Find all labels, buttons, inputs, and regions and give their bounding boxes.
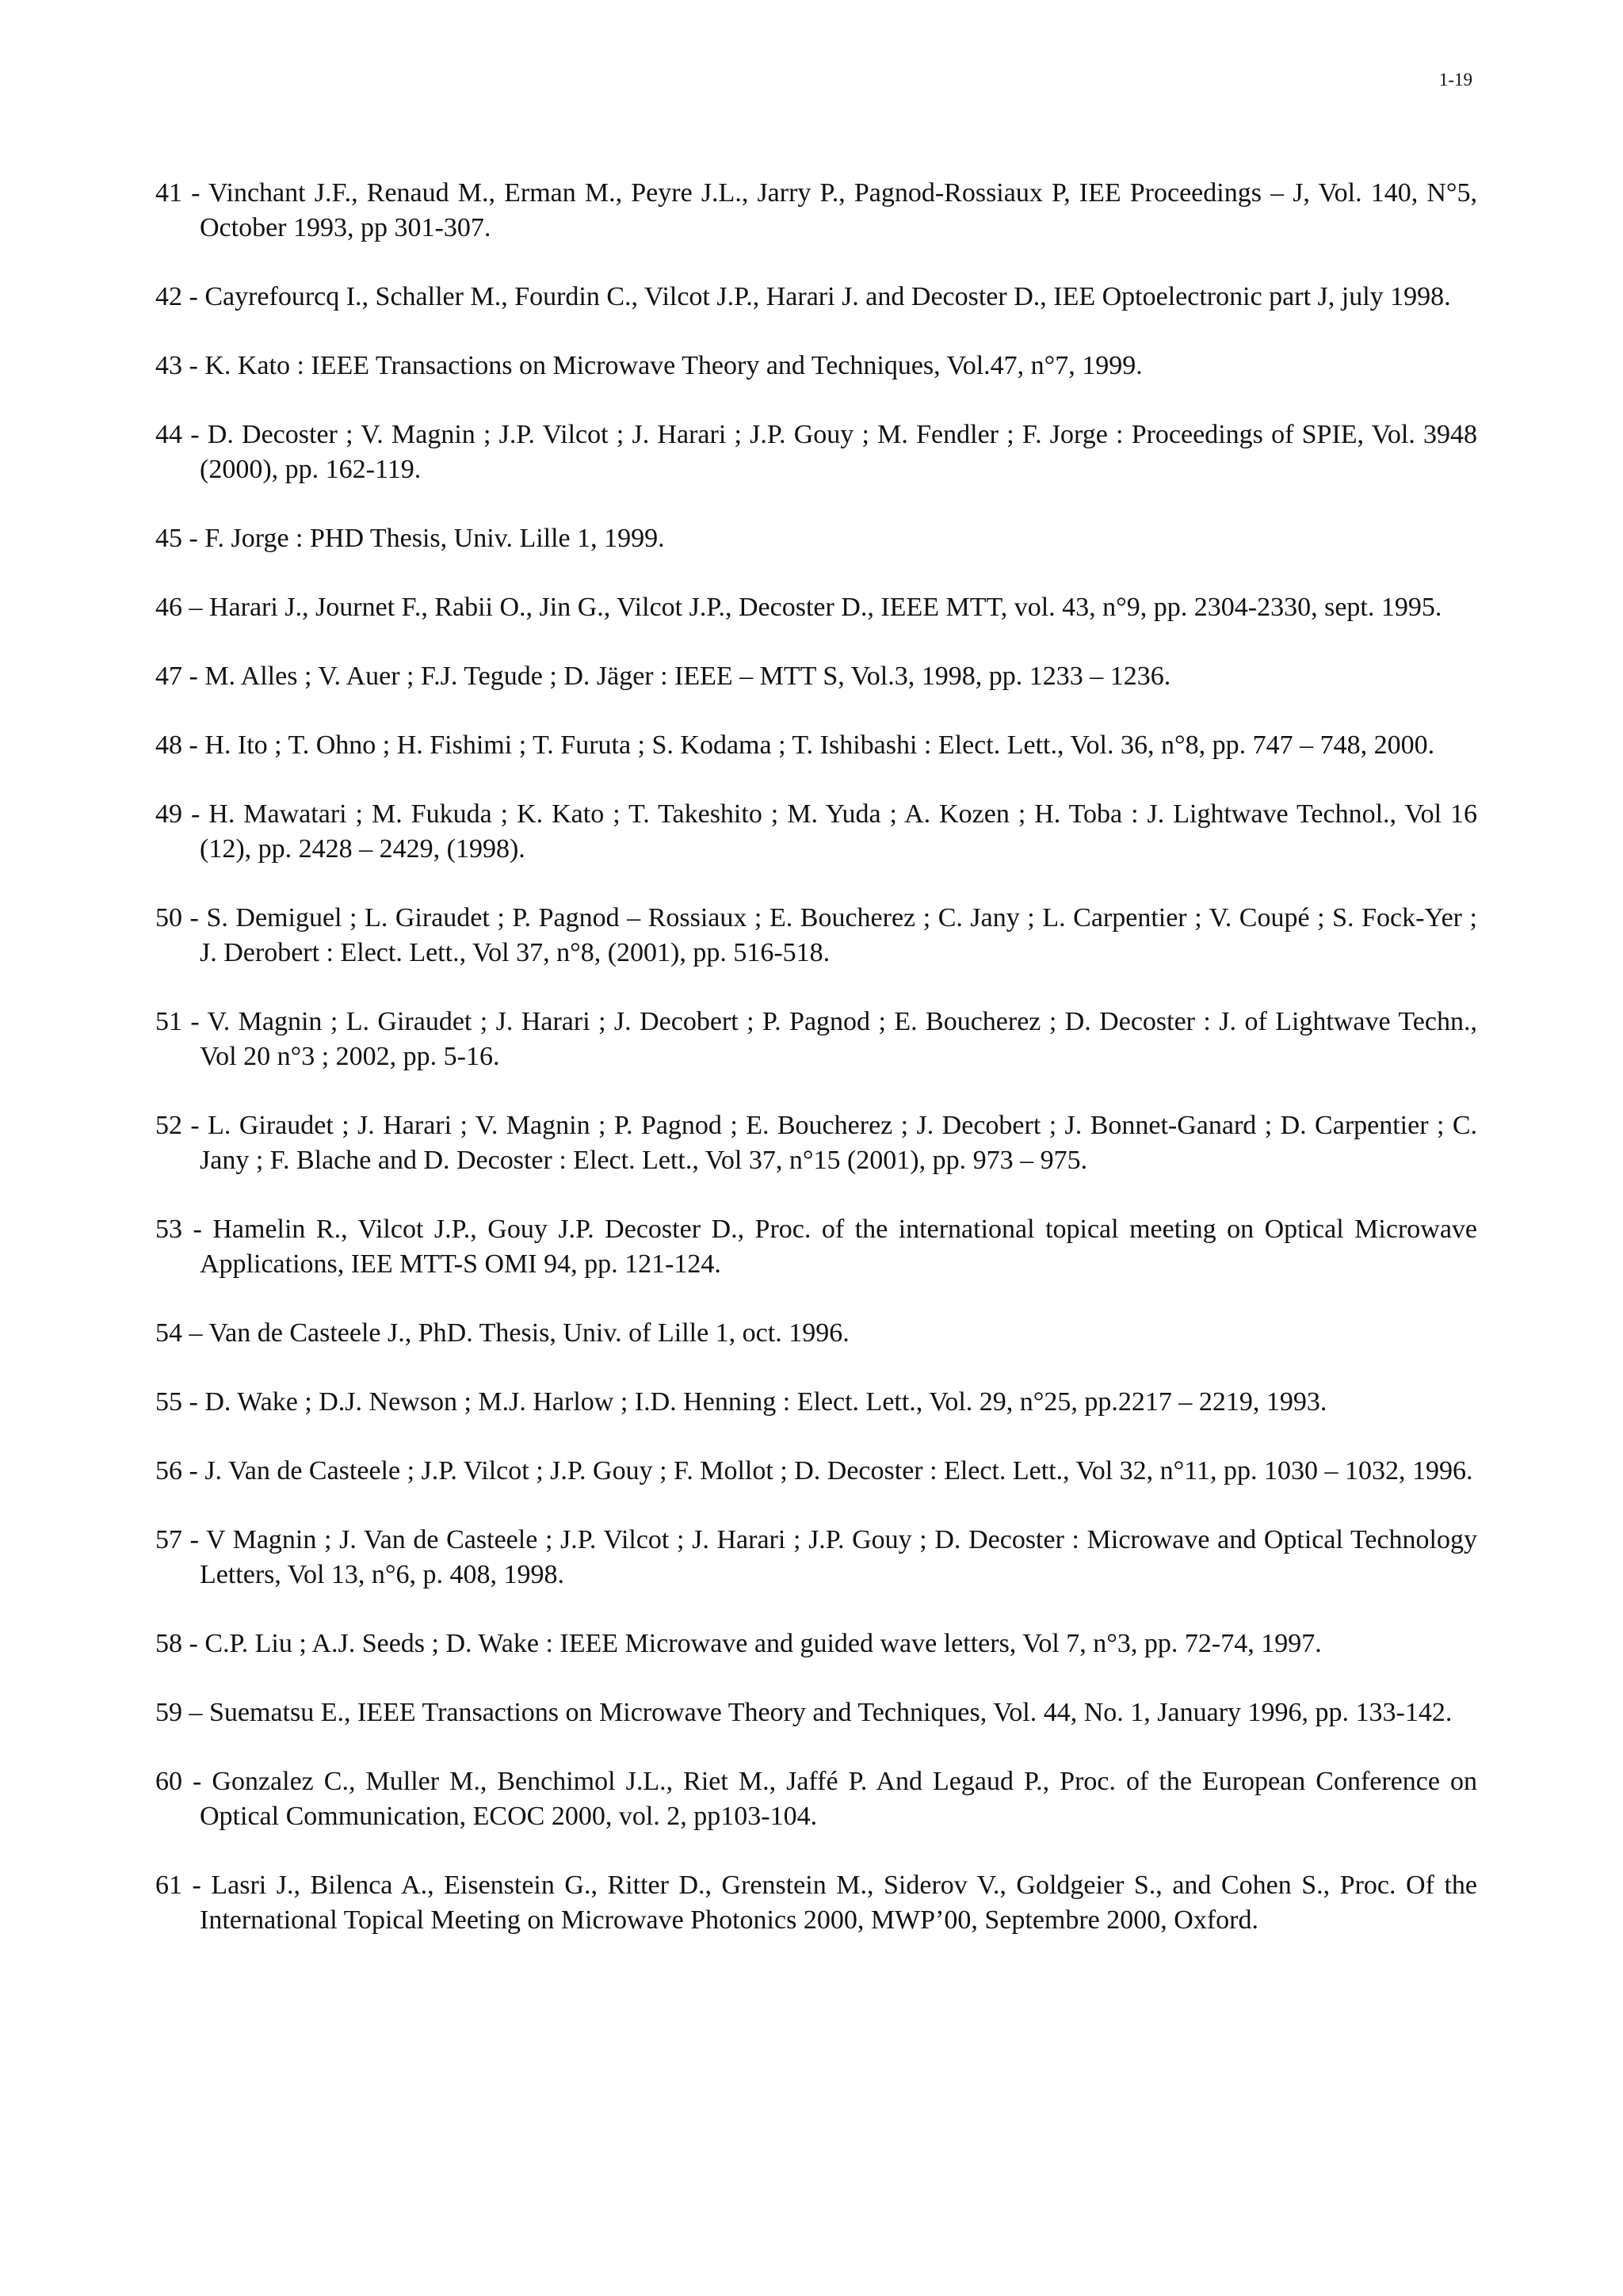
reference-item: 48 - H. Ito ; T. Ohno ; H. Fishimi ; T. Furuta ; S. Kodama ; T. Ishibashi : Elect. Lett., Vol. 36, n°8, pp. 747 – 748, 2000.: [155, 730, 1435, 760]
reference-item: 53 - Hamelin R., Vilcot J.P., Gouy J.P. Decoster D., Proc. of the international topical meeting on Optical Microwave Applications, IEE MTT-S OMI 94, pp. 121-124.: [155, 1215, 1477, 1279]
reference-item: 47 - M. Alles ; V. Auer ; F.J. Tegude ; D. Jäger : IEEE – MTT S, Vol.3, 1998, pp. 1233 – 1236.: [155, 662, 1171, 691]
reference-item: 41 - Vinchant J.F., Renaud M., Erman M., Peyre J.L., Jarry P., Pagnod-Rossiaux P, IEE Proceedings – J, Vol. 140, N°5, October 1993, pp 301-307.: [155, 178, 1477, 242]
reference-item: 45 - F. Jorge : PHD Thesis, Univ. Lille 1, 1999.: [155, 524, 665, 553]
reference-item: 58 - C.P. Liu ; A.J. Seeds ; D. Wake : IEEE Microwave and guided wave letters, Vol 7, n°3, pp. 72-74, 1997.: [155, 1629, 1322, 1658]
reference-item: 57 - V Magnin ; J. Van de Casteele ; J.P. Vilcot ; J. Harari ; J.P. Gouy ; D. Decoster : Microwave and Optical Technology Letters, Vol 13, n°6, p. 408, 1998.: [155, 1525, 1477, 1589]
reference-item: 59 – Suematsu E., IEEE Transactions on Microwave Theory and Techniques, Vol. 44, No. 1, January 1996, pp. 133-142.: [155, 1698, 1453, 1727]
reference-item: 55 - D. Wake ; D.J. Newson ; M.J. Harlow ; I.D. Henning : Elect. Lett., Vol. 29, n°25, pp.2217 – 2219, 1993.: [155, 1387, 1327, 1417]
reference-item: 50 - S. Demiguel ; L. Giraudet ; P. Pagnod – Rossiaux ; E. Boucherez ; C. Jany ; L. Carpentier ; V. Coupé ; S. Fock-Yer ; J. Derobert : Elect. Lett., Vol 37, n°8, (2001), pp. 516-518.: [155, 903, 1477, 967]
reference-item: 43 - K. Kato : IEEE Transactions on Microwave Theory and Techniques, Vol.47, n°7, 1999.: [155, 351, 1143, 380]
reference-item: 46 – Harari J., Journet F., Rabii O., Jin G., Vilcot J.P., Decoster D., IEEE MTT, vol. 43, n°9, pp. 2304-2330, sept. 1995.: [155, 593, 1442, 622]
page-number: 1-19: [1438, 70, 1472, 90]
reference-item: 56 - J. Van de Casteele ; J.P. Vilcot ; J.P. Gouy ; F. Mollot ; D. Decoster : Elect. Lett., Vol 32, n°11, pp. 1030 – 1032, 1996.: [155, 1456, 1473, 1486]
reference-item: 49 - H. Mawatari ; M. Fukuda ; K. Kato ; T. Takeshito ; M. Yuda ; A. Kozen ; H. Toba : J. Lightwave Technol., Vol 16 (12), pp. 2428 – 2429, (1998).: [155, 799, 1477, 864]
reference-list: [155, 176, 1477, 1972]
reference-item: 54 – Van de Casteele J., PhD. Thesis, Univ. of Lille 1, oct. 1996.: [155, 1318, 850, 1348]
reference-item: 51 - V. Magnin ; L. Giraudet ; J. Harari ; J. Decobert ; P. Pagnod ; E. Boucherez ; D. Decoster : J. of Lightwave Techn., Vol 20 n°3 ; 2002, pp. 5-16.: [155, 1007, 1477, 1071]
reference-item: 44 - D. Decoster ; V. Magnin ; J.P. Vilcot ; J. Harari ; J.P. Gouy ; M. Fendler ; F. Jorge : Proceedings of SPIE, Vol. 3948 (2000), pp. 162-119.: [155, 420, 1477, 484]
reference-item: 42 - Cayrefourcq I., Schaller M., Fourdin C., Vilcot J.P., Harari J. and Decoster D., IEE Optoelectronic part J, july 1998.: [155, 282, 1451, 311]
reference-item: 52 - L. Giraudet ; J. Harari ; V. Magnin ; P. Pagnod ; E. Boucherez ; J. Decobert ; J. Bonnet-Ganard ; D. Carpentier ; C. Jany ; F. Blache and D. Decoster : Elect. Lett., Vol 37, n°15 (2001), pp. 973 – 975.: [155, 1111, 1477, 1175]
reference-item: 60 - Gonzalez C., Muller M., Benchimol J.L., Riet M., Jaffé P. And Legaud P., Proc. of the European Conference on Optical Communication, ECOC 2000, vol. 2, pp103-104.: [155, 1767, 1477, 1831]
reference-item: 61 - Lasri J., Bilenca A., Eisenstein G., Ritter D., Grenstein M., Siderov V., Goldgeier S., and Cohen S., Proc. Of the International Topical Meeting on Microwave Photonics 2000, MWP’00, Septembre 2000, Oxford.: [155, 1871, 1477, 1935]
